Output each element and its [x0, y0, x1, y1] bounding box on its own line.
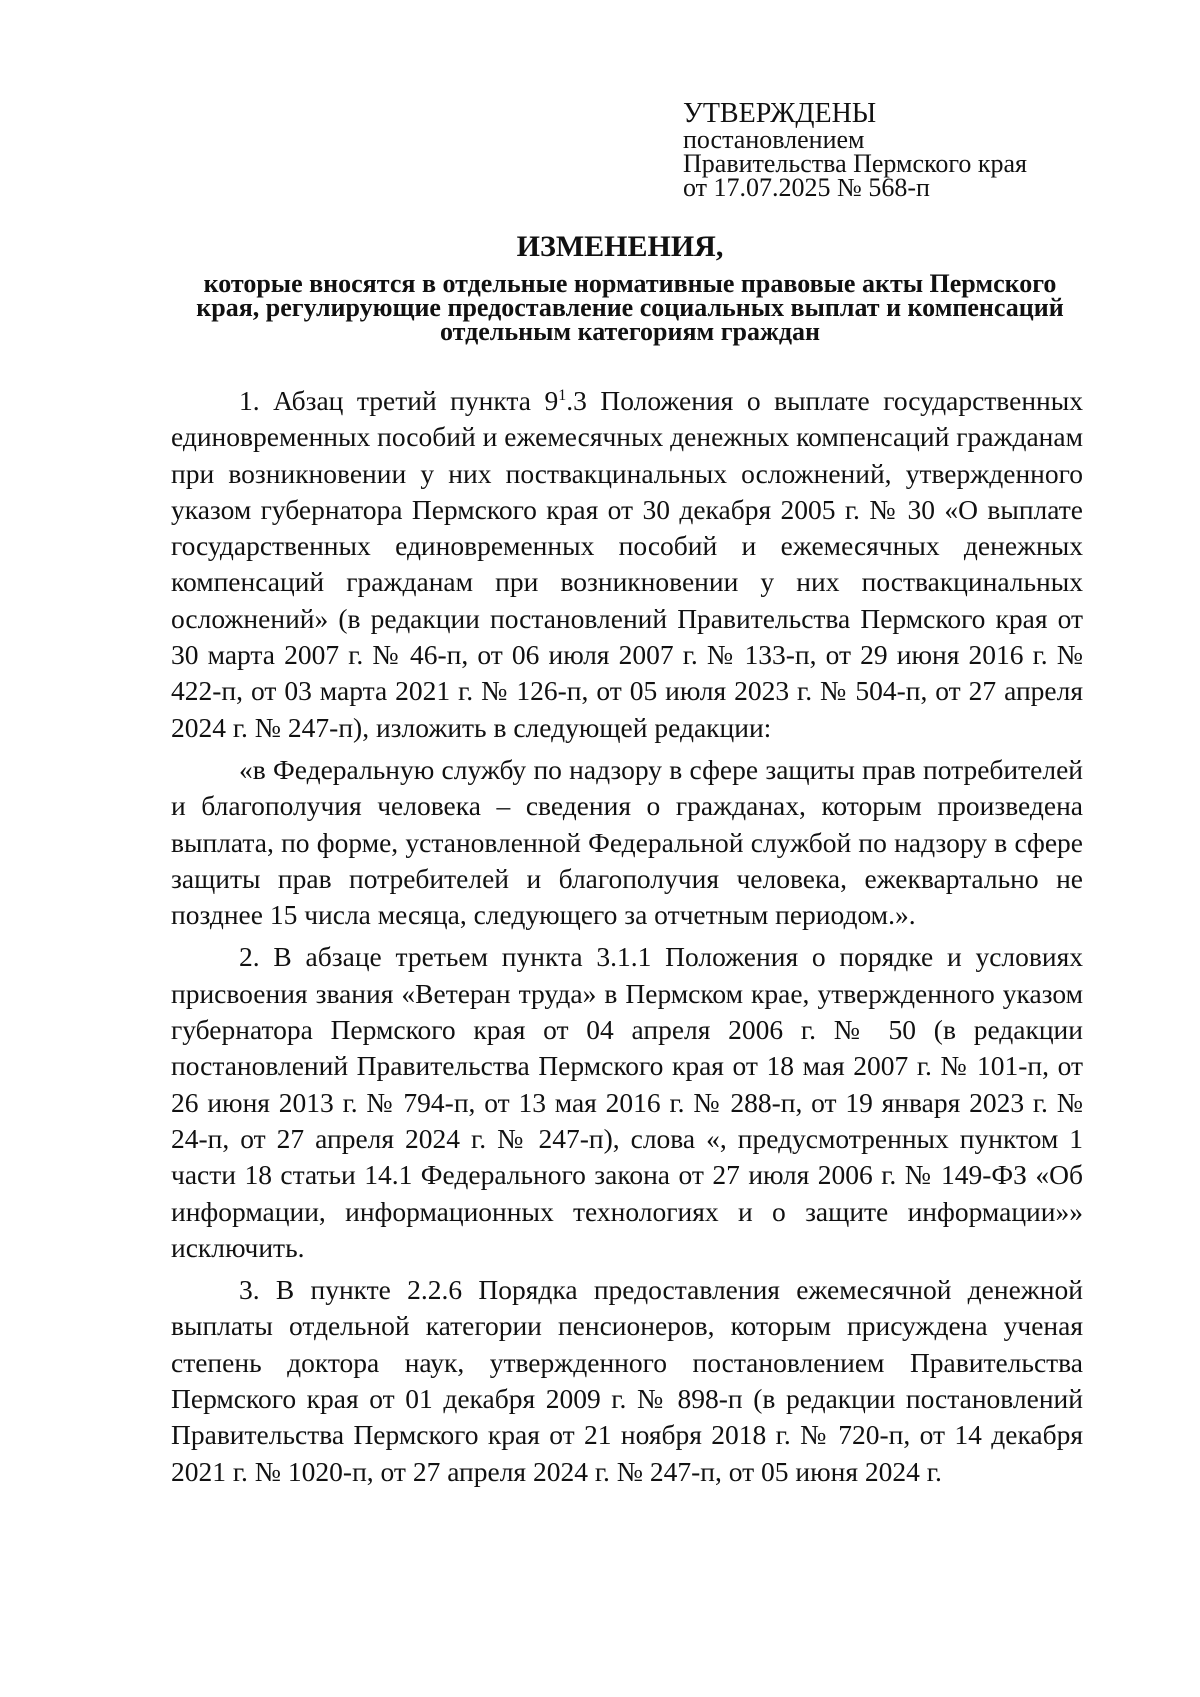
approval-line: постановлением — [683, 125, 865, 154]
superscript: 1 — [558, 387, 567, 404]
paragraph-3: 2. В абзаце третьем пункта 3.1.1 Положения о порядке и условиях присвоения звания «Ветеран труда» в Пермском крае, утвержденного указом губернатора Пермского края от 04 апреля 2006 г. № 50 (в редакции постановлений Правительства Пермского края от 18 мая 2007 г. № 101-п, от 26 июня 2013 г. № 794-п, от 13 мая 2016 г. № 288-п, от 19 января 2023 г. № 24-п, от 27 апреля 2024 г. № 247-п), слова «, предусмотренных пунктом 1 части 18 статьи 14.1 Федерального закона от 27 июля 2006 г. № 149-ФЗ «Об информации, информационных технологиях и о защите информации»» исключить. — [171, 941, 1083, 1263]
paragraph-2: «в Федеральную службу по надзору в сфере защиты прав потребителей и благополучия человека – сведения о гражданах, которым произведена выплата, по форме, установленной Федеральной службой по надзору в сфере защиты прав потребителей и благополучия человека, ежеквартально не позднее 15 числа месяца, следующего за отчетным периодом.». — [171, 753, 1083, 931]
document-title: ИЗМЕНЕНИЯ, — [516, 230, 724, 263]
paragraph-1-start: 1. Абзац третий пункта 9 — [239, 385, 559, 416]
paragraph-4: 3. В пункте 2.2.6 Порядка предоставления ежемесячной денежной выплаты отдельной категории пенсионеров, которым присуждена ученая степень доктора наук, утвержденного постановлением Правительства Пермского края от 01 декабря 2009 г. № 898-п (в редакции постановлений Правительства Пермского края от 21 ноября 2018 г. № 720-п, от 14 декабря 2021 г. № 1020-п, от 27 апреля 2024 г. № 247-п, от 05 июня 2024 г. — [171, 1274, 1083, 1487]
paragraph-1-rest: .3 Положения о выплате государственных единовременных пособий и ежемесячных денежных компенсаций гражданам при возникновении у них поствакцинальных осложнений, утвержденного указом губернатора Пермского края от 30 декабря 2005 г. № 30 «О выплате государственных единовременных пособий и ежемесячных денежных компенсаций гражданам при возникновении у них поствакцинальных осложнений» (в редакции постановлений Правительства Пермского края от 30 марта 2007 г. № 46-п, от 06 июля 2007 г. № 133-п, от 29 июня 2016 г. № 422-п, от 03 марта 2021 г. № 126-п, от 05 июля 2023 г. № 504-п, от 27 апреля 2024 г. № 247-п), изложить в следующей редакции: — [171, 385, 1083, 743]
approval-line: от 17.07.2025 № 568-п — [683, 173, 930, 202]
paragraph-1 — [171, 383, 1083, 746]
document-subtitle: которые вносятся в отдельные нормативные правовые акты Пермского края, регулирующие предоставление социальных выплат и компенсаций отдельным категориям граждан — [196, 269, 1064, 346]
document-body — [171, 383, 1083, 1496]
approval-line: Правительства Пермского края — [683, 149, 1027, 178]
approval-stamp — [683, 100, 1103, 200]
approval-heading: УТВЕРЖДЕНЫ — [683, 98, 877, 129]
